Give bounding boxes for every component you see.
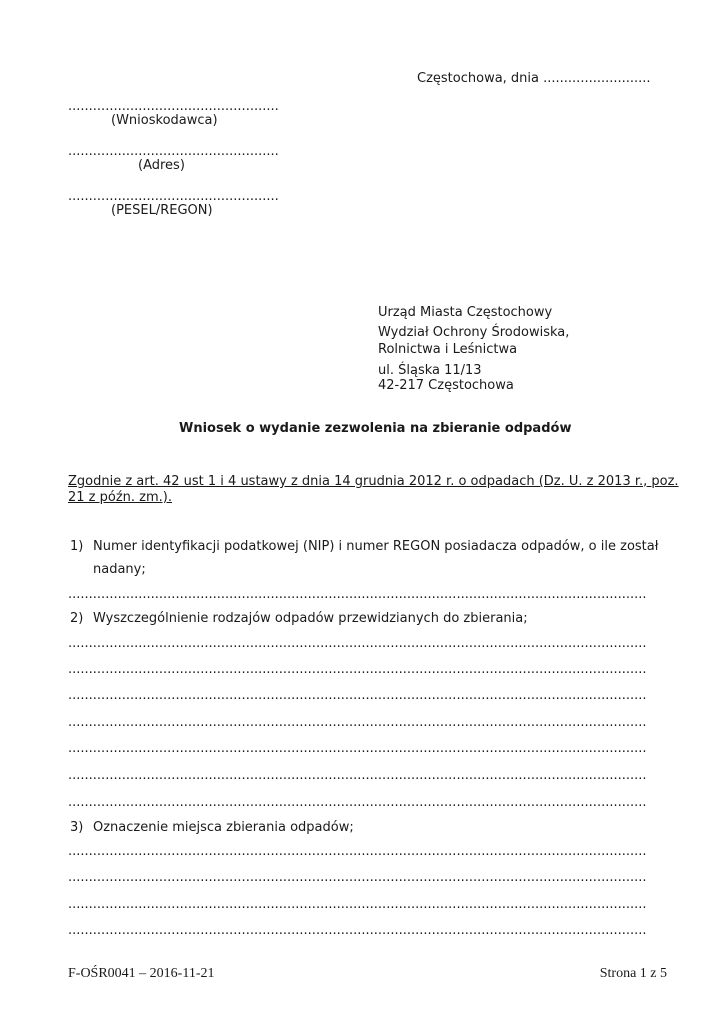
item-3-number: 3) — [70, 820, 84, 835]
answer-line-3-2[interactable]: ............................................................................................................................................ — [68, 870, 647, 885]
place-date: Częstochowa, dnia .......................... — [417, 71, 651, 86]
answer-line-3-1[interactable]: ............................................................................................................................................ — [68, 844, 647, 859]
item-3-text: Oznaczenie miejsca zbierania odpadów; — [93, 820, 354, 835]
answer-line-2-7[interactable]: ............................................................................................................................................ — [68, 795, 647, 810]
recipient-line-1: Urząd Miasta Częstochowy — [378, 305, 553, 320]
recipient-line-4: ul. Śląska 11/13 — [378, 363, 482, 378]
item-2-text: Wyszczególnienie rodzajów odpadów przewidzianych do zbierania; — [93, 611, 528, 626]
pesel-label: (PESEL/REGON) — [111, 203, 213, 218]
answer-line-3-4[interactable]: ............................................................................................................................................ — [68, 923, 647, 938]
item-1-number: 1) — [70, 539, 84, 554]
legal-basis-line-2: 21 z późn. zm.). — [68, 490, 172, 505]
address-label: (Adres) — [138, 158, 185, 173]
page-number: Strona 1 z 5 — [599, 966, 667, 981]
item-2-number: 2) — [70, 611, 84, 626]
legal-basis-line-1: Zgodnie z art. 42 ust 1 i 4 ustawy z dnia 14 grudnia 2012 r. o odpadach (Dz. U. z 2013 r., poz. — [68, 474, 679, 489]
answer-line-2-5[interactable]: ............................................................................................................................................ — [68, 741, 647, 756]
form-code: F-OŚR0041 – 2016-11-21 — [68, 966, 215, 981]
answer-line-2-4[interactable]: ............................................................................................................................................ — [68, 715, 647, 730]
answer-line-2-6[interactable]: ............................................................................................................................................ — [68, 768, 647, 783]
answer-line-1-1[interactable]: ............................................................................................................................................ — [68, 587, 647, 602]
answer-line-3-3[interactable]: ............................................................................................................................................ — [68, 897, 647, 912]
recipient-line-3: Rolnictwa i Leśnictwa — [378, 342, 518, 357]
address-dots: ................................................... — [68, 144, 279, 159]
document-title: Wniosek o wydanie zezwolenia na zbieranie odpadów — [179, 421, 572, 436]
pesel-dots: ................................................... — [68, 189, 279, 204]
applicant-label: (Wnioskodawca) — [111, 113, 218, 128]
answer-line-2-3[interactable]: ............................................................................................................................................ — [68, 688, 647, 703]
recipient-line-5: 42-217 Częstochowa — [378, 378, 514, 393]
answer-line-2-1[interactable]: ............................................................................................................................................ — [68, 636, 647, 651]
item-1-text-line-2: nadany; — [93, 562, 146, 577]
applicant-dots: ................................................... — [68, 99, 279, 114]
item-1-text-line-1: Numer identyfikacji podatkowej (NIP) i numer REGON posiadacza odpadów, o ile został — [93, 539, 659, 554]
answer-line-2-2[interactable]: ............................................................................................................................................ — [68, 662, 647, 677]
recipient-line-2: Wydział Ochrony Środowiska, — [378, 325, 570, 340]
